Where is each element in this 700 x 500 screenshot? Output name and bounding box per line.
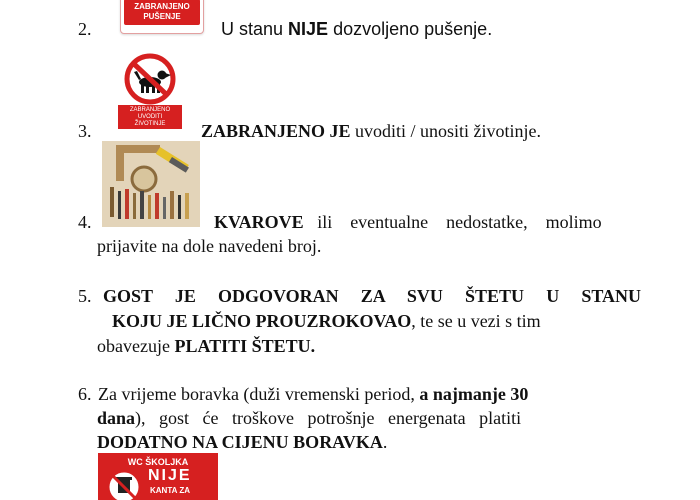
item-6-line2: [97, 406, 641, 430]
item-5-line3-a: obavezuje: [97, 336, 175, 356]
no-smoking-sign-line2: PUŠENJE: [143, 12, 181, 21]
item-5-line3-bold: PLATITI ŠTETU.: [174, 336, 316, 356]
item-4-line2: prijavite na dole navedeni broj.: [97, 236, 322, 256]
item-4-line1-rest: ili eventualne nedostatke, molimo: [317, 212, 602, 232]
item-3-bold: ZABRANJENO JE: [201, 121, 351, 141]
wc-sign: [98, 453, 218, 500]
item-6-number: 6.: [78, 384, 92, 404]
item-6-line1: [98, 382, 641, 406]
no-smoking-sign-line1: ZABRANJENO: [134, 2, 190, 11]
no-animals-sign-line2: UVODITI: [137, 114, 163, 120]
no-animals-sign-line3: ŽIVOTINJE: [134, 121, 166, 127]
no-smoking-sign: [120, 0, 204, 34]
item-5-line2-rest: , te se u vezi s tim: [411, 311, 541, 331]
item-4-bold: KVAROVE: [214, 212, 304, 232]
tools-photo: [102, 141, 200, 227]
item-5-line1: GOST JE ODGOVORAN ZA SVU ŠTETU U STANU: [103, 286, 641, 306]
item-6-line1-bold: a najmanje 30: [419, 384, 529, 404]
no-animals-sign-label: [118, 105, 182, 129]
item-6-line2-bold: dana: [97, 408, 136, 428]
item-2-number: 2.: [78, 19, 92, 39]
item-6-line3: [97, 430, 387, 454]
item-4-number: 4.: [78, 212, 92, 232]
item-2-text-b: dozvoljeno pušenje.: [328, 19, 493, 39]
item-3-rest: uvoditi / unositi životinje.: [350, 121, 542, 141]
item-2-text-a: U stanu: [221, 19, 289, 39]
item-6-line2-rest: ), gost će troškove potrošnje energenata platiti: [135, 408, 522, 428]
no-animals-sign-line1: ZABRANJENO: [129, 107, 171, 113]
tools-image-icon: [102, 141, 200, 227]
item-5-number: 5.: [78, 286, 92, 306]
wc-sign-line1: WC ŠKOLJKA: [127, 457, 189, 467]
wc-sign-line2: NIJE: [148, 467, 192, 484]
item-4-line1: [214, 210, 641, 234]
no-smoking-sign-label: [124, 0, 200, 25]
item-5-line3: [97, 334, 315, 358]
item-6-line1-a: Za vrijeme boravka (duži vremenski period,: [98, 384, 420, 404]
item-2-bold: NIJE: [288, 19, 329, 39]
no-trash-in-toilet-icon: [104, 467, 144, 500]
item-3-number: 3.: [78, 121, 92, 141]
no-dog-icon: [110, 52, 190, 106]
item-5-line2-bold: KOJU JE LIČNO PROUZROKOVAO: [112, 311, 412, 331]
item-6-line3-bold: DODATNO NA CIJENU BORAVKA: [97, 432, 383, 452]
no-animals-sign: [110, 52, 190, 132]
wc-sign-line3: KANTA ZA: [150, 486, 190, 495]
item-6-line3-rest: .: [382, 432, 388, 452]
item-3-text: [201, 119, 541, 143]
item-2-text: [221, 17, 492, 41]
item-5-line2: [112, 309, 641, 333]
